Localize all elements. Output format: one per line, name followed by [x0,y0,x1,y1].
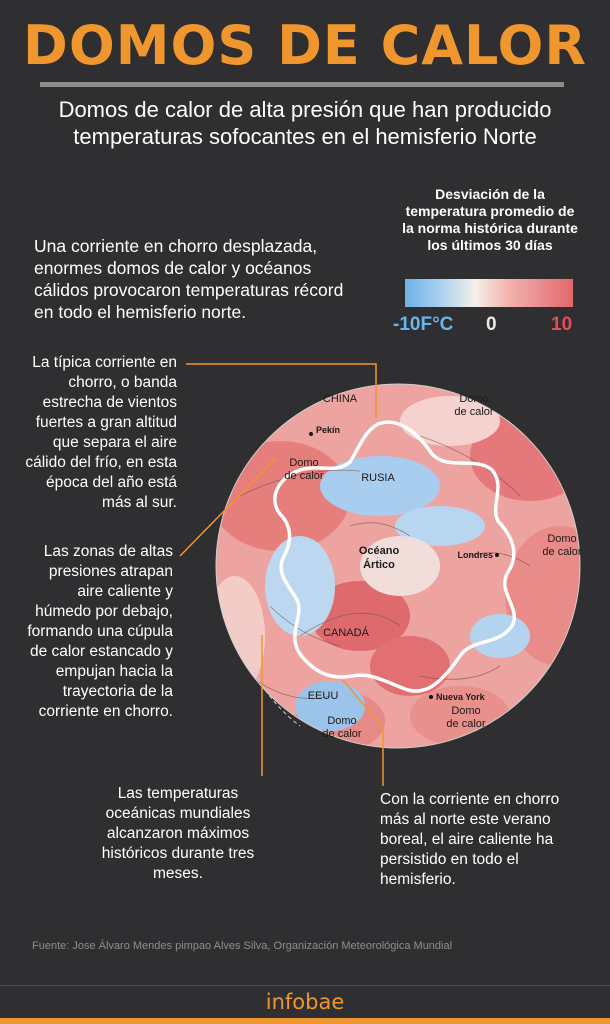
region-label-usa: EEUU [307,690,339,702]
note-persisted: Con la corriente en chorro más al norte este verano boreal, el aire caliente ha persistido en todo el hemisferio. [380,791,560,888]
arctic-label-2: Ártico [363,559,395,571]
arctic-label-1: Océano [358,545,400,557]
leader-high-pressure [180,458,276,556]
note-high-pressure: Las zonas de altas presiones atrapan aire caliente y húmedo por debajo, formando una cúpula de calor estancado y empujan hacia la trayectoria de la corriente en chorro. [27,543,173,720]
page-title: DOMOS DE CALOR [23,14,587,77]
dome-atlantic-line2: de calor [446,718,486,730]
dome-northeast-line1: Domo [459,393,489,405]
dome-asia-line1: Domo [289,457,319,469]
note-ocean-temps: Las temperaturas oceánicas mundiales alcanzaron máximos históricos durante tres meses. [101,785,255,882]
legend-max-label: 10 [551,314,573,335]
source-credit: Fuente: Jose Álvaro Mendes pimpao Alves Silva, Organización Meteorológica Mundial [32,940,453,952]
dome-atlantic-line1: Domo [451,705,481,717]
page-subtitle: Domos de calor de alta presión que han producido temperaturas sofocantes en el hemisferio Norte [58,97,552,149]
legend-zero-label: 0 [486,314,497,335]
city-label-new-york: Nueva York [436,692,485,702]
leader-persisted-a [343,680,383,728]
bottom-accent-bar [0,1018,610,1024]
region-label-russia: RUSIA [361,472,395,484]
note-jet-stream: La típica corriente en chorro, o banda estrecha de vientos fuertes a gran altitud que separa el aire cálido del frío, en esta época del año está más al sur. [25,354,177,511]
dome-america-line1: Domo [327,715,357,727]
region-label-china: CHINA [322,393,358,405]
legend-min-label: -10F°C [393,314,454,335]
footer-divider [0,985,610,986]
dome-europe-line2: de calor [542,546,582,558]
dome-northeast-line2: de calor [454,406,494,418]
dome-europe-line1: Domo [547,533,577,545]
city-label-beijing: Pekín [316,425,341,435]
dome-america-line2: de calor [322,728,362,740]
intro-text: Una corriente en chorro desplazada, enormes domos de calor y océanos cálidos provocaron temperaturas récord en todo el hemisferio norte. [34,236,344,322]
legend-title: Desviación de la temperatura promedio de la norma histórica durante los últimos 30 días [402,186,578,253]
city-label-london: Londres [457,550,493,560]
dome-asia-line2: de calor [284,470,324,482]
brand-logo[interactable]: infobae [265,990,345,1014]
region-label-canada: CANADÁ [323,627,369,639]
leader-jet-stream [186,364,376,418]
